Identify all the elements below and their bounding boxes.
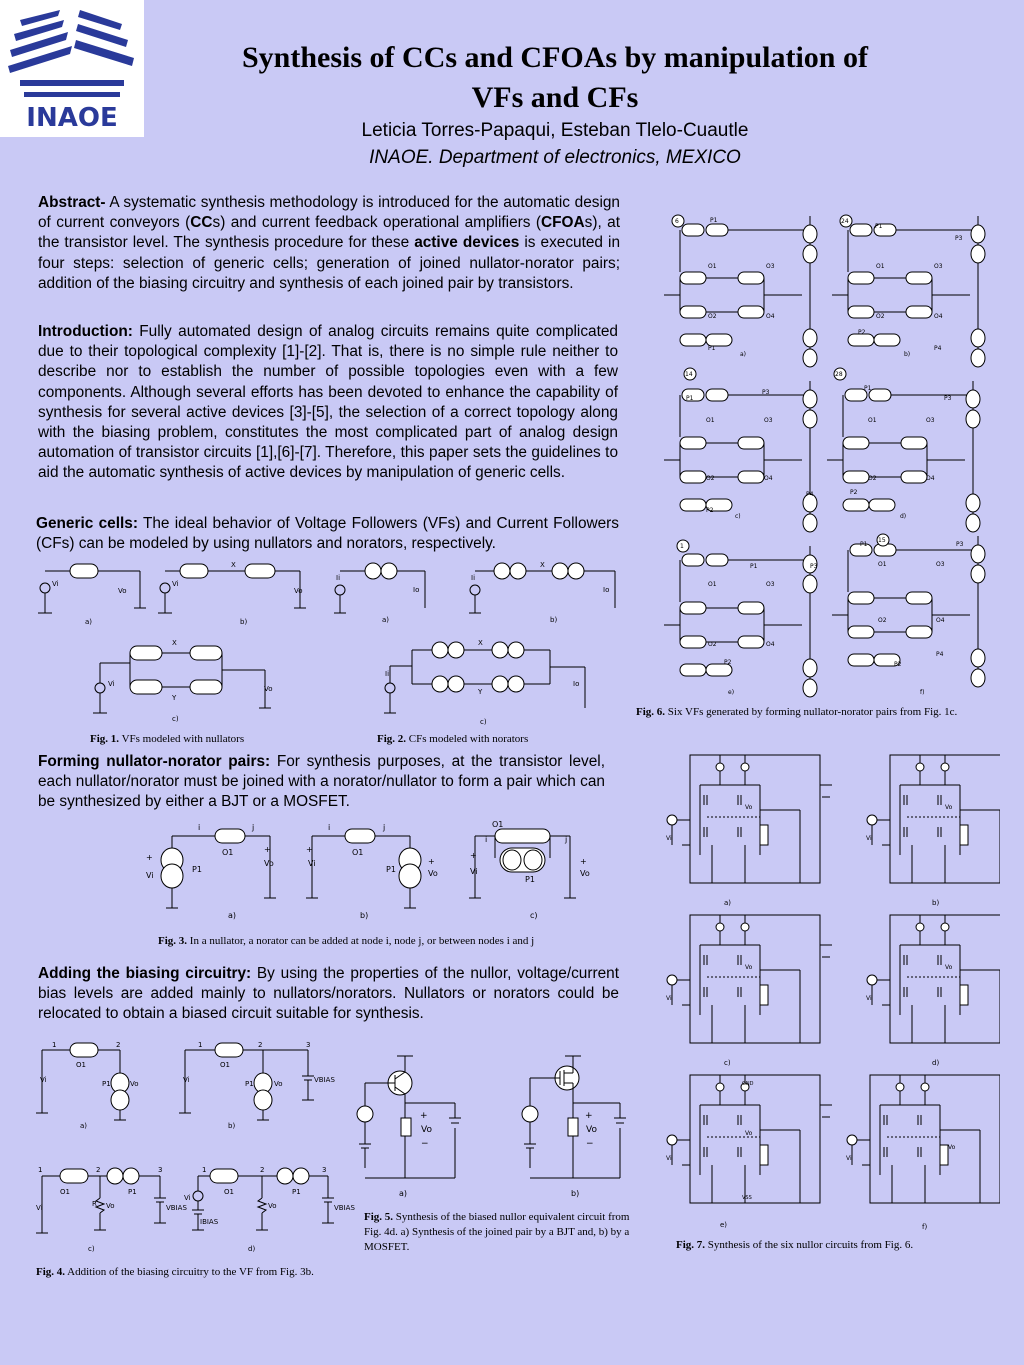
fig4b-o1: O1 bbox=[220, 1061, 230, 1069]
forming-paragraph bbox=[38, 752, 605, 813]
introduction-text: Fully automated design of analog circuits remains quite complicated due to their topological complexity [1]-[2]. That is, there is no simple rule neither to describe nor to establish the number of possible topologies even with a few components. Although several efforts has been devoted to enhance the capability of synthesis for several active devices [3]-[5], the selection of a correct topology along with the biasing problem, constitutes the most complicated part of analog design automation of transistor circuits [1],[6]-[7]. Therefore, this paper sets the guidelines to aid the automatic synthesis of active devices by manipulation of generic cells. bbox=[38, 323, 618, 482]
abstract-cfoa: CFOA bbox=[541, 214, 585, 232]
fig7-cell-d bbox=[867, 915, 1000, 1043]
biasing-paragraph bbox=[38, 964, 619, 1025]
fig3b-p1: P1 bbox=[386, 865, 396, 874]
fig2c-ii: Ii bbox=[385, 670, 390, 678]
fig6c-p4: P4 bbox=[806, 491, 814, 498]
fig7-cell-c bbox=[667, 915, 832, 1043]
fig6f-p3: P3 bbox=[956, 541, 964, 548]
fig6-cell-d bbox=[827, 381, 980, 532]
fig3a-plus: + bbox=[146, 853, 153, 862]
forming-heading: Forming nullator-norator pairs: bbox=[38, 753, 271, 770]
fig3a-vo: Vo bbox=[264, 859, 274, 868]
fig3c-vi: Vi bbox=[470, 867, 478, 876]
introduction-heading: Introduction: bbox=[38, 323, 133, 340]
fig1c-x: X bbox=[172, 639, 177, 647]
fig6c-n14: 14 bbox=[685, 371, 693, 378]
fig4c-n1: 1 bbox=[38, 1166, 43, 1174]
fig2c-y: Y bbox=[478, 688, 483, 696]
fig7-sub-e: e) bbox=[720, 1221, 728, 1229]
fig6c-o2: O2 bbox=[706, 475, 715, 482]
fig1b-vo: Vo bbox=[294, 587, 303, 595]
fig4c-vi: Vi bbox=[36, 1204, 43, 1212]
fig1a-vo: Vo bbox=[118, 587, 127, 595]
fig6a-o1: O1 bbox=[708, 263, 717, 270]
fig6c-p1: P1 bbox=[686, 395, 694, 402]
biasing-heading: Adding the biasing circuitry: bbox=[38, 965, 252, 982]
fig4d-vbias: VBIAS bbox=[334, 1204, 355, 1212]
fig1b-vi: Vi bbox=[172, 580, 179, 588]
fig4b-p1: P1 bbox=[245, 1080, 254, 1088]
fig7-cell-e bbox=[667, 1075, 832, 1203]
fig6b-o4: O4 bbox=[934, 313, 943, 320]
fig3a-vi: Vi bbox=[146, 871, 154, 880]
fig6d-o2: O2 bbox=[868, 475, 877, 482]
fig4c-p1: P1 bbox=[128, 1188, 137, 1196]
fig7e-vo: Vo bbox=[745, 1130, 753, 1137]
fig6f-o2: O2 bbox=[878, 617, 887, 624]
fig6e-o4: O4 bbox=[766, 641, 775, 648]
fig6f-p1: P1 bbox=[860, 541, 868, 548]
fig4c-vbias: VBIAS bbox=[166, 1204, 187, 1212]
fig1-sub-c: c) bbox=[172, 715, 179, 723]
fig3b-plus2: + bbox=[428, 857, 435, 866]
fig6-cell-f bbox=[832, 536, 985, 687]
fig6d-p2: P2 bbox=[850, 489, 858, 496]
fig3c-vo: Vo bbox=[580, 869, 590, 878]
fig4-sub-c: c) bbox=[88, 1245, 95, 1253]
fig6b-o1: O1 bbox=[876, 263, 885, 270]
fig6c-o3: O3 bbox=[764, 417, 773, 424]
fig1-caption-text: VFs modeled with nullators bbox=[119, 733, 245, 745]
fig4c-r: R bbox=[92, 1200, 97, 1208]
abstract-heading: Abstract- bbox=[38, 194, 106, 211]
fig3c-j: j bbox=[565, 835, 568, 844]
fig3b-vo: Vo bbox=[428, 869, 438, 878]
inaoe-logo bbox=[0, 0, 144, 137]
fig6-cell-a bbox=[664, 216, 817, 367]
fig6c-o1: O1 bbox=[706, 417, 715, 424]
fig6f-p4: P4 bbox=[936, 651, 944, 658]
fig6f-n15: 15 bbox=[878, 537, 886, 544]
abstract-cc: CC bbox=[190, 214, 213, 232]
fig4b-vo: Vo bbox=[274, 1080, 283, 1088]
fig6d-o3: O3 bbox=[926, 417, 935, 424]
fig3b-i: i bbox=[328, 823, 331, 832]
fig3-caption-label: Fig. 3. bbox=[158, 935, 188, 947]
fig2a-ii: Ii bbox=[336, 574, 341, 582]
fig4b-vi: Vi bbox=[183, 1076, 190, 1084]
fig6a-n6: 6 bbox=[675, 218, 679, 225]
fig5-sub-a: a) bbox=[399, 1189, 408, 1198]
fig5b-vo: Vo bbox=[586, 1125, 597, 1135]
fig6f-o3: O3 bbox=[936, 561, 945, 568]
fig4d-o1: O1 bbox=[224, 1188, 234, 1196]
fig1c-vo: Vo bbox=[264, 685, 273, 693]
fig4-sub-a: a) bbox=[80, 1122, 88, 1130]
fig7-cell-a bbox=[660, 755, 832, 906]
fig3-sub-b: b) bbox=[360, 911, 369, 920]
fig3c-plus: + bbox=[470, 851, 477, 860]
fig4-caption bbox=[36, 1265, 314, 1280]
fig6-cell-c bbox=[664, 381, 817, 532]
fig3a-plus2: + bbox=[264, 845, 271, 854]
abstract-paragraph bbox=[38, 193, 620, 294]
fig4c-o1: O1 bbox=[60, 1188, 70, 1196]
fig6c-p2: P2 bbox=[706, 507, 714, 514]
fig7b-vo: Vo bbox=[945, 804, 953, 811]
fig6e-o3: O3 bbox=[766, 581, 775, 588]
fig6-sub-e: e) bbox=[728, 689, 735, 696]
fig7a-vi: Vi bbox=[666, 835, 672, 842]
fig2c-x: X bbox=[478, 639, 483, 647]
figure-4-diagram bbox=[30, 1038, 360, 1263]
fig6c-p3: P3 bbox=[762, 389, 770, 396]
fig2b-io: Io bbox=[603, 586, 610, 594]
fig6f-o4: O4 bbox=[936, 617, 945, 624]
fig4a-vi: Vi bbox=[40, 1076, 47, 1084]
fig6e-o1: O1 bbox=[708, 581, 717, 588]
figure-3-diagram bbox=[140, 818, 610, 928]
fig4d-vo: Vo bbox=[268, 1202, 277, 1210]
fig4a-p1: P1 bbox=[102, 1080, 111, 1088]
abstract-text: s) and current feedback operational amplifiers ( bbox=[212, 214, 542, 232]
fig4a-vo: Vo bbox=[130, 1080, 139, 1088]
fig4b-n1: 1 bbox=[198, 1041, 203, 1049]
fig2b-ii: Ii bbox=[471, 574, 476, 582]
fig5b-plus: + bbox=[585, 1111, 593, 1121]
fig4c-n3: 3 bbox=[158, 1166, 163, 1174]
fig1-sub-b: b) bbox=[240, 618, 248, 626]
abstract-text: is executed in four steps: selection of generic cells; generation of joined nullator-norator pairs; addition of the biasing circuitry and synthesis of each joined pair by transistors. bbox=[38, 234, 620, 292]
fig6c-o4: O4 bbox=[764, 475, 773, 482]
fig4-caption-label: Fig. 4. bbox=[36, 1266, 66, 1278]
forming-text: For synthesis purposes, at the transistor level, each nullator/norator must be joined with a norator/nullator to form a pair which can be synthesized by either a BJT or a MOSFET. bbox=[38, 753, 605, 811]
fig3-sub-c: c) bbox=[530, 911, 538, 920]
fig2-sub-b: b) bbox=[550, 616, 558, 624]
fig7-cell-b bbox=[867, 755, 1000, 883]
fig6-cell-e bbox=[664, 546, 817, 697]
generic-cells-text: The ideal behavior of Voltage Followers (VFs) and Current Followers (CFs) can be modeled by using nullators and norators, respectively. bbox=[36, 515, 619, 553]
fig6b-p1: P1 bbox=[875, 223, 883, 230]
fig4d-n2: 2 bbox=[260, 1166, 265, 1174]
abstract-active: active devices bbox=[414, 234, 520, 252]
fig3-caption-text: In a nullator, a norator can be added at node i, node j, or between nodes i and j bbox=[187, 935, 535, 947]
fig1a-vi: Vi bbox=[52, 580, 59, 588]
fig7e-gnd: GND bbox=[742, 1081, 754, 1087]
fig4d-ibias: IBIAS bbox=[200, 1218, 219, 1226]
abstract-text: A systematic synthesis methodology is introduced for the automatic design of current conveyors ( bbox=[38, 194, 620, 232]
fig1b-x: X bbox=[231, 561, 236, 569]
logo-text: INAOE bbox=[26, 103, 118, 133]
fig7d-vi: Vi bbox=[866, 995, 872, 1002]
fig4-sub-b: b) bbox=[228, 1122, 236, 1130]
fig4d-p1: P1 bbox=[292, 1188, 301, 1196]
fig6e-n1: 1 bbox=[680, 543, 684, 550]
fig4b-vbias: VBIAS bbox=[314, 1076, 335, 1084]
fig7c-vo: Vo bbox=[745, 964, 753, 971]
fig3c-plus2: + bbox=[580, 857, 587, 866]
fig7e-vi: Vi bbox=[666, 1155, 672, 1162]
title-line-2: VFs and CFs bbox=[471, 81, 639, 114]
fig6d-p3: P3 bbox=[944, 395, 952, 402]
fig2c-io: Io bbox=[573, 680, 580, 688]
fig7f-vi: Vi bbox=[846, 1155, 852, 1162]
fig7-cell-f bbox=[847, 1075, 1000, 1203]
generic-cells-paragraph bbox=[36, 514, 619, 554]
fig6d-p1: P1 bbox=[864, 385, 872, 392]
fig3b-j: j bbox=[383, 823, 386, 832]
fig6e-p1: P1 bbox=[750, 563, 758, 570]
fig3c-o1: O1 bbox=[492, 820, 504, 829]
fig1c-y: Y bbox=[172, 694, 177, 702]
fig5a-plus: + bbox=[420, 1111, 428, 1121]
fig2-sub-c: c) bbox=[480, 718, 487, 726]
fig4d-n1: 1 bbox=[202, 1166, 207, 1174]
fig5-sub-b: b) bbox=[571, 1189, 580, 1198]
fig6d-o1: O1 bbox=[868, 417, 877, 424]
fig5-caption bbox=[364, 1210, 630, 1255]
fig7-caption-text: Synthesis of the six nullor circuits from Fig. 6. bbox=[705, 1239, 914, 1251]
fig1c-vi: Vi bbox=[108, 680, 115, 688]
fig3b-o1: O1 bbox=[352, 848, 364, 857]
fig3c-p1: P1 bbox=[525, 875, 535, 884]
fig6-sub-f: f) bbox=[920, 689, 925, 696]
fig6a-p1b: P1 bbox=[708, 345, 716, 352]
fig6b-n24: 24 bbox=[841, 218, 849, 225]
fig4-caption-text: Addition of the biasing circuitry to the VF from Fig. 3b. bbox=[65, 1266, 314, 1278]
fig5-caption-label: Fig. 5. bbox=[364, 1211, 394, 1223]
fig5a-minus: − bbox=[421, 1139, 429, 1149]
fig4c-n2: 2 bbox=[96, 1166, 101, 1174]
fig4d-vi: Vi bbox=[184, 1194, 191, 1202]
fig2-caption bbox=[377, 732, 528, 747]
fig6b-p2: P2 bbox=[858, 329, 866, 336]
fig7b-vi: Vi bbox=[866, 835, 872, 842]
fig6b-p3: P3 bbox=[955, 235, 963, 242]
fig6a-p1: P1 bbox=[710, 217, 718, 224]
fig4b-n2: 2 bbox=[258, 1041, 263, 1049]
fig7d-vo: Vo bbox=[945, 964, 953, 971]
figure-1-2-diagrams bbox=[30, 558, 630, 734]
fig7-sub-a: a) bbox=[724, 899, 732, 907]
fig6-sub-b: b) bbox=[904, 351, 911, 358]
fig2-caption-text: CFs modeled with norators bbox=[406, 733, 529, 745]
fig7f-vo: Vo bbox=[948, 1144, 956, 1151]
abstract-text: s), at the transistor level. The synthesis procedure for these bbox=[38, 214, 620, 252]
fig4a-n2: 2 bbox=[116, 1041, 121, 1049]
fig6b-o3: O3 bbox=[934, 263, 943, 270]
fig7c-vi: Vi bbox=[666, 995, 672, 1002]
fig4-sub-d: d) bbox=[248, 1245, 256, 1253]
fig6-sub-c: c) bbox=[735, 513, 741, 520]
biasing-text: By using the properties of the nullor, voltage/current bias levels are added mainly to nullators/norators. Nullators or norators could be relocated to obtain a biased circuit suitable for synthesis. bbox=[38, 965, 619, 1023]
fig3-caption bbox=[158, 934, 534, 949]
fig6-caption-text: Six VFs generated by forming nullator-norator pairs from Fig. 1c. bbox=[665, 706, 958, 718]
fig6-sub-a: a) bbox=[740, 351, 747, 358]
fig3b-plus: + bbox=[306, 845, 313, 854]
fig3a-o1: O1 bbox=[222, 848, 234, 857]
fig1-sub-a: a) bbox=[85, 618, 93, 626]
fig7-caption bbox=[676, 1238, 913, 1253]
fig7-sub-c: c) bbox=[724, 1059, 731, 1067]
fig6e-p3: P3 bbox=[810, 563, 818, 570]
fig5a-vo: Vo bbox=[421, 1125, 432, 1135]
fig6e-p2: P2 bbox=[724, 659, 732, 666]
fig7e-vss: VSS bbox=[742, 1195, 752, 1201]
fig6-caption-label: Fig. 6. bbox=[636, 706, 666, 718]
fig1-caption bbox=[90, 732, 244, 747]
fig5b-minus: − bbox=[586, 1139, 594, 1149]
fig3-sub-a: a) bbox=[228, 911, 237, 920]
fig6-caption bbox=[636, 705, 957, 720]
fig6e-o2: O2 bbox=[708, 641, 717, 648]
fig6b-p4: P4 bbox=[934, 345, 942, 352]
fig2-caption-label: Fig. 2. bbox=[377, 733, 407, 745]
fig3c-i: i bbox=[485, 835, 488, 844]
fig6f-o1: O1 bbox=[878, 561, 887, 568]
fig4b-n3: 3 bbox=[306, 1041, 311, 1049]
fig6b-o2: O2 bbox=[876, 313, 885, 320]
fig2a-io: Io bbox=[413, 586, 420, 594]
fig3a-i: i bbox=[198, 823, 201, 832]
authors: Leticia Torres-Papaqui, Esteban Tlelo-Cuautle bbox=[361, 120, 749, 141]
fig6d-n28: 28 bbox=[835, 371, 843, 378]
fig5-caption-text: Synthesis of the biased nullor equivalent circuit from Fig. 4d. a) Synthesis of the joined pair by a BJT and, b) by a MOSFET. bbox=[364, 1211, 630, 1253]
fig4c-vo: Vo bbox=[106, 1202, 115, 1210]
fig4d-n3: 3 bbox=[322, 1166, 327, 1174]
fig3b-vi: Vi bbox=[308, 859, 316, 868]
fig7-caption-label: Fig. 7. bbox=[676, 1239, 706, 1251]
fig7-sub-b: b) bbox=[932, 899, 940, 907]
figure-5-diagram bbox=[345, 1048, 635, 1206]
figure-7-diagram bbox=[660, 745, 1000, 1235]
fig3a-p1: P1 bbox=[192, 865, 202, 874]
fig7-sub-d: d) bbox=[932, 1059, 940, 1067]
fig4a-n1: 1 bbox=[52, 1041, 57, 1049]
fig2b-x: X bbox=[540, 561, 545, 569]
fig7a-vo: Vo bbox=[745, 804, 753, 811]
title-line-1: Synthesis of CCs and CFOAs by manipulation of bbox=[242, 41, 868, 74]
fig6a-o4: O4 bbox=[766, 313, 775, 320]
fig2-sub-a: a) bbox=[382, 616, 390, 624]
introduction-paragraph bbox=[38, 322, 618, 484]
affiliation: INAOE. Department of electronics, MEXICO bbox=[369, 147, 741, 168]
generic-cells-heading: Generic cells: bbox=[36, 515, 138, 532]
fig6-sub-d: d) bbox=[900, 513, 907, 520]
fig6a-o3: O3 bbox=[766, 263, 775, 270]
inaoe-logo-icon bbox=[0, 0, 144, 137]
fig6d-o4: O4 bbox=[926, 475, 935, 482]
fig6f-p2: P2 bbox=[894, 661, 902, 668]
fig7-sub-f: f) bbox=[922, 1223, 928, 1231]
poster-title bbox=[160, 38, 950, 118]
fig6a-o2: O2 bbox=[708, 313, 717, 320]
fig1-caption-label: Fig. 1. bbox=[90, 733, 120, 745]
fig3a-j: j bbox=[252, 823, 255, 832]
fig4a-o1: O1 bbox=[76, 1061, 86, 1069]
figure-6-diagram bbox=[650, 196, 995, 701]
